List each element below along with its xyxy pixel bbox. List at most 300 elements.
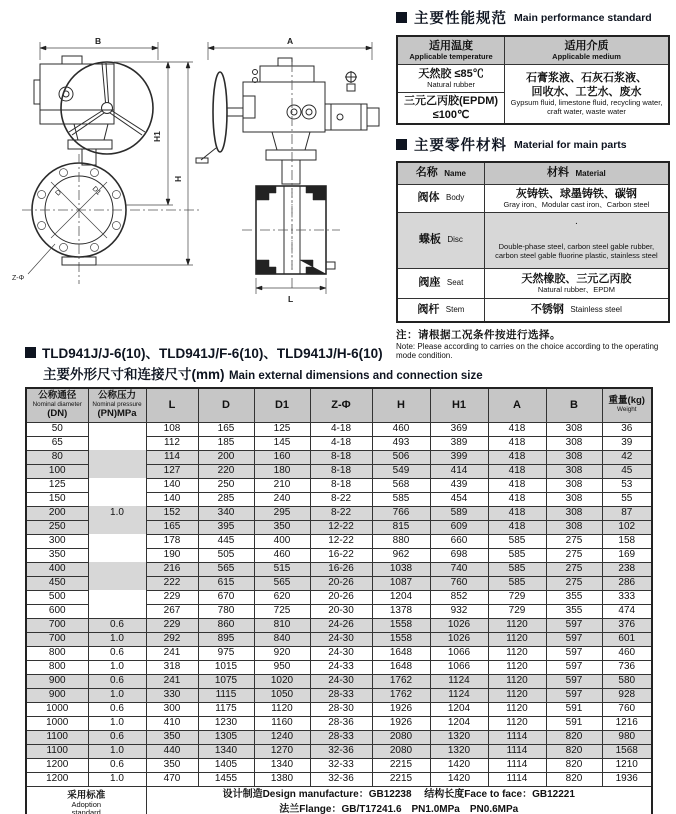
cell: 400 — [254, 534, 310, 548]
cell: 418 — [488, 436, 546, 450]
cell: 1230 — [198, 716, 254, 730]
cell: 620 — [254, 590, 310, 604]
cell-pn-merged — [88, 590, 146, 604]
cell: 241 — [146, 646, 198, 660]
medium-header-cell — [505, 36, 669, 64]
cell: 267 — [146, 604, 198, 618]
cell: 460 — [602, 646, 652, 660]
table-row — [26, 562, 652, 576]
cell: 8-18 — [310, 478, 372, 492]
dim-label-h1: H1 — [152, 131, 162, 142]
cell: 102 — [602, 520, 652, 534]
header-en: Weight — [617, 406, 637, 414]
cell: 295 — [254, 506, 310, 520]
cell: 440 — [146, 744, 198, 758]
cell: 698 — [430, 548, 488, 562]
dimensions-section — [25, 342, 651, 814]
cell: 1380 — [254, 772, 310, 786]
note-zh: 注：请根据工况条件按进行选择。 — [396, 329, 561, 342]
cell: 28-36 — [310, 716, 372, 730]
disc-name-cell — [397, 212, 484, 268]
cell: 275 — [546, 534, 602, 548]
cell: 928 — [602, 688, 652, 702]
cell: 780 — [198, 604, 254, 618]
cell-dn: 800 — [26, 660, 88, 674]
cell: 660 — [430, 534, 488, 548]
cell: 0.6 — [88, 674, 146, 688]
cell: 565 — [254, 576, 310, 590]
cell-dn: 900 — [26, 674, 88, 688]
table-row — [26, 632, 652, 646]
material-zh: 不锈钢 — [530, 303, 564, 316]
cell: 24-26 — [310, 618, 372, 632]
cell: 275 — [546, 548, 602, 562]
cell: 1.0 — [88, 688, 146, 702]
cell: 330 — [146, 688, 198, 702]
cell: 505 — [198, 548, 254, 562]
cell: 1204 — [430, 716, 488, 730]
cell-dn: 250 — [26, 520, 88, 534]
part-en: Disc — [447, 235, 463, 245]
cell: 820 — [546, 758, 602, 772]
cell: 250 — [198, 478, 254, 492]
adoption-en1: Adoption — [71, 799, 102, 809]
cell-pn-merged — [88, 450, 146, 464]
cell: 568 — [372, 478, 430, 492]
cell: 597 — [546, 660, 602, 674]
cell: 1762 — [372, 688, 430, 702]
cell: 1026 — [430, 618, 488, 632]
cell: 493 — [372, 436, 430, 450]
cell: 145 — [254, 436, 310, 450]
dim-label-h: H — [173, 175, 183, 182]
cell: 920 — [254, 646, 310, 660]
cell: 950 — [254, 660, 310, 674]
cell: 355 — [546, 590, 602, 604]
cell: 28-33 — [310, 688, 372, 702]
cell: 1120 — [488, 688, 546, 702]
temp-header-cell — [397, 36, 505, 64]
cell: 1120 — [488, 632, 546, 646]
cell: 140 — [146, 478, 198, 492]
dim-label-b: B — [95, 36, 102, 46]
cell: 300 — [146, 702, 198, 716]
cell: 114 — [146, 450, 198, 464]
cell: 350 — [146, 758, 198, 772]
cell: 36 — [602, 422, 652, 436]
cell-pn-merged — [88, 478, 146, 492]
cell: 1114 — [488, 772, 546, 786]
cell-pn-merged — [88, 604, 146, 618]
cell: 2080 — [372, 730, 430, 744]
stem-material-cell — [484, 298, 669, 322]
part-zh: 蝶板 — [418, 233, 441, 246]
cell: 127 — [146, 464, 198, 478]
dim-label-l: L — [288, 294, 294, 304]
value-zh: 天然胶 ≤85℃ — [418, 67, 484, 80]
cell: 760 — [430, 576, 488, 590]
cell-dn: 700 — [26, 618, 88, 632]
cell: 158 — [602, 534, 652, 548]
col-header-l: L — [146, 388, 198, 422]
cell: 0.6 — [88, 702, 146, 716]
cell: 1114 — [488, 758, 546, 772]
cell: 506 — [372, 450, 430, 464]
dims-subtitle-en: Main external dimensions and connection size — [228, 370, 483, 382]
cell: 275 — [546, 562, 602, 576]
dimensions-table — [25, 387, 653, 814]
cell: 1160 — [254, 716, 310, 730]
cell: 725 — [254, 604, 310, 618]
cell: 1.0 — [88, 772, 146, 786]
cell: 45 — [602, 464, 652, 478]
cell: 12-22 — [310, 520, 372, 534]
table-row — [26, 590, 652, 604]
cell: 1936 — [602, 772, 652, 786]
header-zh: 重量(kg) — [608, 395, 645, 407]
cell: 178 — [146, 534, 198, 548]
material-table — [396, 161, 670, 323]
cell: 597 — [546, 674, 602, 688]
cell: 308 — [546, 450, 602, 464]
cell: 318 — [146, 660, 198, 674]
cell: 24-30 — [310, 632, 372, 646]
cell-pn-merged: 1.0 — [88, 506, 146, 520]
cell: 820 — [546, 772, 602, 786]
col-header-h: H — [372, 388, 430, 422]
cell: 1066 — [430, 646, 488, 660]
cell: 16-22 — [310, 548, 372, 562]
cell: 1124 — [430, 688, 488, 702]
cell: 16-26 — [310, 562, 372, 576]
cell-dn: 1000 — [26, 702, 88, 716]
cell: 1114 — [488, 730, 546, 744]
cell: 1340 — [198, 744, 254, 758]
header-en: Nominal pressure — [92, 400, 142, 408]
table-row — [26, 744, 652, 758]
cell: 24-30 — [310, 646, 372, 660]
material-header-cell — [484, 162, 669, 184]
material-zh: · — [574, 218, 579, 230]
cell: 414 — [430, 464, 488, 478]
table-row — [26, 702, 652, 716]
dim-label-a: A — [287, 36, 294, 46]
cell: 820 — [546, 744, 602, 758]
cell: 418 — [488, 492, 546, 506]
cell: 32-36 — [310, 772, 372, 786]
cell: 112 — [146, 436, 198, 450]
header-zh: 材料 — [547, 166, 570, 179]
cell-dn: 1200 — [26, 758, 88, 772]
section-bullet-icon — [396, 12, 407, 23]
cell: 395 — [198, 520, 254, 534]
cell: 1305 — [198, 730, 254, 744]
seat-material-cell — [484, 268, 669, 298]
value-en: Natural rubber — [427, 79, 476, 89]
stem-name-cell — [397, 298, 484, 322]
table-row — [397, 212, 669, 268]
cell-pn-merged — [88, 548, 146, 562]
cell: 766 — [372, 506, 430, 520]
right-column — [396, 7, 670, 360]
cell: 308 — [546, 478, 602, 492]
dims-subtitle — [25, 363, 651, 384]
dim-label-d1: D1 — [90, 185, 102, 197]
cell: 20-26 — [310, 576, 372, 590]
cell: 340 — [198, 506, 254, 520]
cell: 125 — [254, 422, 310, 436]
cell: 24-30 — [310, 674, 372, 688]
cell: 238 — [602, 562, 652, 576]
cell-dn: 150 — [26, 492, 88, 506]
table-header-row — [26, 388, 652, 422]
cell: 852 — [430, 590, 488, 604]
cell: 1038 — [372, 562, 430, 576]
cell: 1015 — [198, 660, 254, 674]
part-zh: 阀座 — [418, 276, 441, 289]
table-row — [26, 660, 652, 674]
cell: 975 — [198, 646, 254, 660]
cell: 1120 — [488, 646, 546, 660]
table-row — [26, 478, 652, 492]
cell: 369 — [430, 422, 488, 436]
col-header-dn — [26, 388, 88, 422]
performance-table — [396, 35, 670, 125]
cell-pn-merged — [88, 534, 146, 548]
name-header-cell — [397, 162, 484, 184]
cell: 1558 — [372, 618, 430, 632]
cell: 1120 — [488, 660, 546, 674]
table-row — [26, 492, 652, 506]
cell: 418 — [488, 464, 546, 478]
header-zh: 适用介质 — [564, 39, 609, 52]
cell: 589 — [430, 506, 488, 520]
col-header-d1: D1 — [254, 388, 310, 422]
col-header-a: A — [488, 388, 546, 422]
table-row — [26, 604, 652, 618]
cell: 55 — [602, 492, 652, 506]
material-en: Stainless steel — [570, 305, 622, 315]
medium-cell — [505, 64, 669, 124]
table-row — [26, 464, 652, 478]
adoption-zh: 采用标准 — [67, 789, 106, 801]
cell: 20-26 — [310, 590, 372, 604]
cell: 591 — [546, 702, 602, 716]
cell: 418 — [488, 422, 546, 436]
cell: 1405 — [198, 758, 254, 772]
col-header-h1: H1 — [430, 388, 488, 422]
cell: 87 — [602, 506, 652, 520]
cell: 815 — [372, 520, 430, 534]
cell: 591 — [546, 716, 602, 730]
cell: 222 — [146, 576, 198, 590]
table-row — [26, 688, 652, 702]
header-en: Applicable medium — [552, 52, 621, 62]
cell: 565 — [198, 562, 254, 576]
cell: 308 — [546, 492, 602, 506]
header-zh: 适用温度 — [429, 39, 474, 52]
table-row — [26, 730, 652, 744]
cell: 20-30 — [310, 604, 372, 618]
cell-dn: 600 — [26, 604, 88, 618]
cell: 1648 — [372, 646, 430, 660]
temp-row1-cell — [397, 64, 505, 92]
standards-line2: 法兰Flange：GB/T17241.6 PN1.0MPa PN0.6MPa — [279, 803, 519, 814]
cell: 1.0 — [88, 632, 146, 646]
cell: 1240 — [254, 730, 310, 744]
cell: 597 — [546, 646, 602, 660]
cell: 152 — [146, 506, 198, 520]
table-row — [397, 268, 669, 298]
cell-pn-merged — [88, 492, 146, 506]
col-header-z-phi: Z-Φ — [310, 388, 372, 422]
cell: 308 — [546, 436, 602, 450]
cell: 609 — [430, 520, 488, 534]
header-en: Material — [575, 168, 606, 178]
cell: 932 — [430, 604, 488, 618]
cell: 820 — [546, 730, 602, 744]
table-row — [26, 436, 652, 450]
cell: 0.6 — [88, 758, 146, 772]
cell: 308 — [546, 520, 602, 534]
cell: 1066 — [430, 660, 488, 674]
col-header-weight — [602, 388, 652, 422]
note-en: Note: Please according to carries on the choice according to the operating mode condition. — [396, 342, 659, 361]
table-row — [26, 450, 652, 464]
cell: 53 — [602, 478, 652, 492]
cell: 585 — [488, 562, 546, 576]
cell: 12-22 — [310, 534, 372, 548]
cell: 740 — [430, 562, 488, 576]
cell: 275 — [546, 576, 602, 590]
part-zh: 阀杆 — [417, 303, 440, 316]
valve-technical-drawing — [10, 22, 390, 344]
dim-label-z-phi: Z-Φ — [12, 275, 25, 282]
cell: 1175 — [198, 702, 254, 716]
cell: 474 — [602, 604, 652, 618]
cell-dn: 100 — [26, 464, 88, 478]
cell-dn: 450 — [26, 576, 88, 590]
table-row — [26, 506, 652, 520]
section-title-performance — [396, 7, 670, 28]
cell: 24-33 — [310, 660, 372, 674]
models-title — [25, 342, 651, 362]
header-en: Nominal diameter — [32, 400, 82, 408]
seat-name-cell — [397, 268, 484, 298]
cell-dn: 400 — [26, 562, 88, 576]
cell: 1026 — [430, 632, 488, 646]
table-row — [26, 758, 652, 772]
table-row — [26, 716, 652, 730]
cell: 1120 — [488, 618, 546, 632]
cell: 454 — [430, 492, 488, 506]
cell-dn: 200 — [26, 506, 88, 520]
table-row — [26, 422, 652, 436]
cell-dn: 300 — [26, 534, 88, 548]
cell: 220 — [198, 464, 254, 478]
cell: 1926 — [372, 716, 430, 730]
cell: 439 — [430, 478, 488, 492]
cell: 1050 — [254, 688, 310, 702]
cell: 597 — [546, 618, 602, 632]
header-zh: 公称压力 — [97, 389, 136, 401]
header-en: Name — [444, 168, 467, 178]
standards-cell — [146, 786, 652, 814]
table-row — [26, 772, 652, 786]
cell: 2215 — [372, 758, 430, 772]
material-en: Natural rubber、EPDM — [537, 284, 615, 294]
cell: 350 — [146, 730, 198, 744]
cell: 32-33 — [310, 758, 372, 772]
cell: 1648 — [372, 660, 430, 674]
section-title-en: Material for main parts — [514, 138, 627, 151]
cell: 2080 — [372, 744, 430, 758]
cell: 399 — [430, 450, 488, 464]
cell: 460 — [254, 548, 310, 562]
cell: 292 — [146, 632, 198, 646]
cell: 445 — [198, 534, 254, 548]
table-row — [397, 64, 669, 92]
cell-pn-merged — [88, 520, 146, 534]
cell-pn-merged — [88, 562, 146, 576]
cell: 962 — [372, 548, 430, 562]
header-en: Applicable temperature — [409, 52, 493, 62]
cell: 308 — [546, 422, 602, 436]
standards-line1: 设计制造Design manufacture：GB12238 结构长度Face to face：GB12221 — [222, 788, 575, 800]
cell: 580 — [602, 674, 652, 688]
part-en: Seat — [446, 278, 464, 288]
col-header-pn — [88, 388, 146, 422]
cell: 736 — [602, 660, 652, 674]
table-row — [26, 548, 652, 562]
cell: 308 — [546, 464, 602, 478]
cell: 585 — [488, 576, 546, 590]
section-title-zh: 主要零件材料 — [414, 138, 507, 155]
cell: 1270 — [254, 744, 310, 758]
cell: 549 — [372, 464, 430, 478]
section-bullet-icon — [25, 347, 36, 358]
cell: 1216 — [602, 716, 652, 730]
medium-en: Gypsum fluid, limestone fluid, recycling water, craft water, waste water — [510, 98, 663, 117]
cell: 1378 — [372, 604, 430, 618]
cell: 200 — [198, 450, 254, 464]
cell-pn-merged — [88, 576, 146, 590]
cell: 1320 — [430, 730, 488, 744]
cell: 418 — [488, 520, 546, 534]
part-en: Stem — [445, 305, 465, 315]
cell: 840 — [254, 632, 310, 646]
table-row — [26, 674, 652, 688]
cell: 1210 — [602, 758, 652, 772]
cell-dn: 1100 — [26, 744, 88, 758]
cell: 8-18 — [310, 450, 372, 464]
cell: 980 — [602, 730, 652, 744]
cell: 729 — [488, 604, 546, 618]
cell: 615 — [198, 576, 254, 590]
header-unit: (DN) — [47, 407, 68, 419]
table-row — [26, 534, 652, 548]
cell-dn: 1100 — [26, 730, 88, 744]
cell-pn-merged — [88, 436, 146, 450]
body-name-cell — [397, 184, 484, 212]
cell: 8-22 — [310, 492, 372, 506]
header-unit: (PN)MPa — [97, 407, 137, 419]
cell-dn: 500 — [26, 590, 88, 604]
cell: 585 — [488, 548, 546, 562]
cell: 1568 — [602, 744, 652, 758]
value-zh2: ≤100℃ — [432, 108, 470, 121]
cell: 470 — [146, 772, 198, 786]
